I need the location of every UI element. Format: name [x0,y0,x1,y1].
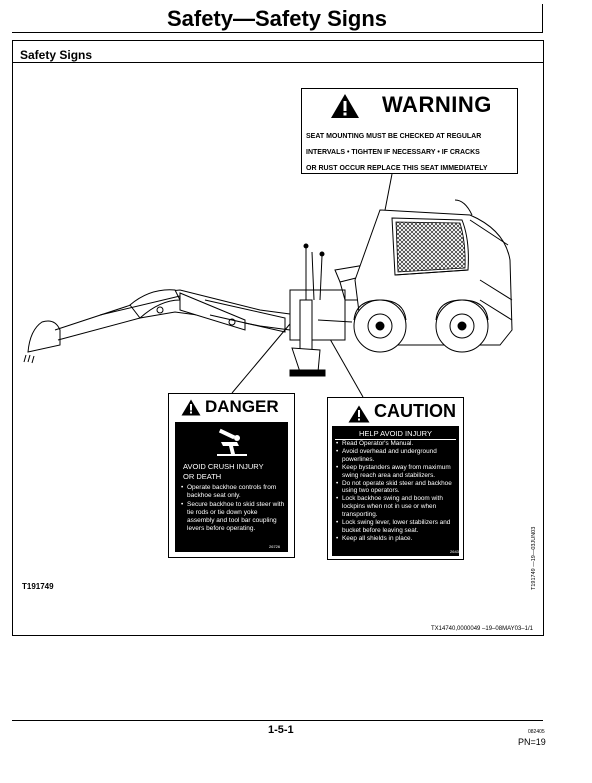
caution-instruction-item: • Do not operate skid steer and backhoe using two operators. [336,480,456,496]
danger-heading [183,462,264,482]
danger-instructions [181,484,285,534]
caution-instruction-item: • Lock swing lever, lower stabilizers and bucket before leaving seat. [336,519,456,535]
danger-heading-line: OR DEATH [183,472,222,481]
figure-id: T191749 [22,582,54,591]
caution-sign-code: 26430 [450,549,462,554]
pn-label: PN=19 [518,737,546,747]
danger-signal-word: DANGER [205,397,279,416]
warning-message [306,129,518,177]
caution-sign [327,397,464,560]
danger-heading-line: AVOID CRUSH INJURY [183,462,264,471]
warning-line: OR RUST OCCUR REPLACE THIS SEAT IMMEDIATELY [306,165,488,172]
warning-line: SEAT MOUNTING MUST BE CHECKED AT REGULAR [306,133,482,140]
caution-instruction-item: • Avoid overhead and underground powerlines. [336,448,456,464]
danger-sign [168,393,295,558]
caution-signal-word: CAUTION [374,401,456,421]
danger-instruction-item: • Secure backhoe to skid steer with tie rods or tie down yoke assembly and tool bar coupling levers before operating. [181,501,285,534]
section-heading: Safety Signs [20,48,93,62]
caution-instruction-item: • Keep all shields in place. [336,535,456,543]
caution-triangle-icon [348,405,370,423]
caution-instruction-item: • Lock backhoe swing and boom with lockpins when not in use or when transporting. [336,495,456,519]
figure-side-code: T191749 —19—03JUN03 [531,526,537,590]
danger-sign-code: 26726 [269,544,281,549]
warning-sign [301,88,518,174]
danger-triangle-icon [181,399,201,416]
caution-message-panel [332,426,462,556]
page-number: 1-5-1 [268,724,294,736]
danger-instruction-item: • Operate backhoe controls from backhoe seat only. [181,484,285,501]
caution-heading: HELP AVOID INJURY [359,429,432,438]
caution-instruction-item: • Read Operator's Manual. [336,440,456,448]
page-title: Safety—Safety Signs [166,6,388,31]
crush-hazard-pictogram-icon [215,428,249,458]
document-code: 082405 [528,729,545,735]
caution-instructions [336,440,456,543]
warning-signal-word: WARNING [382,92,492,117]
footer-rule [12,720,543,721]
warning-line: INTERVALS • TIGHTEN IF NECESSARY • IF CRACKS [306,149,480,156]
caution-instruction-item: • Keep bystanders away from maximum swing reach area and stabilizers. [336,464,456,480]
reference-code: TX14740,0000049 –19–08MAY03–1/1 [431,626,533,632]
danger-message-panel [175,422,288,552]
warning-triangle-icon [330,93,360,119]
